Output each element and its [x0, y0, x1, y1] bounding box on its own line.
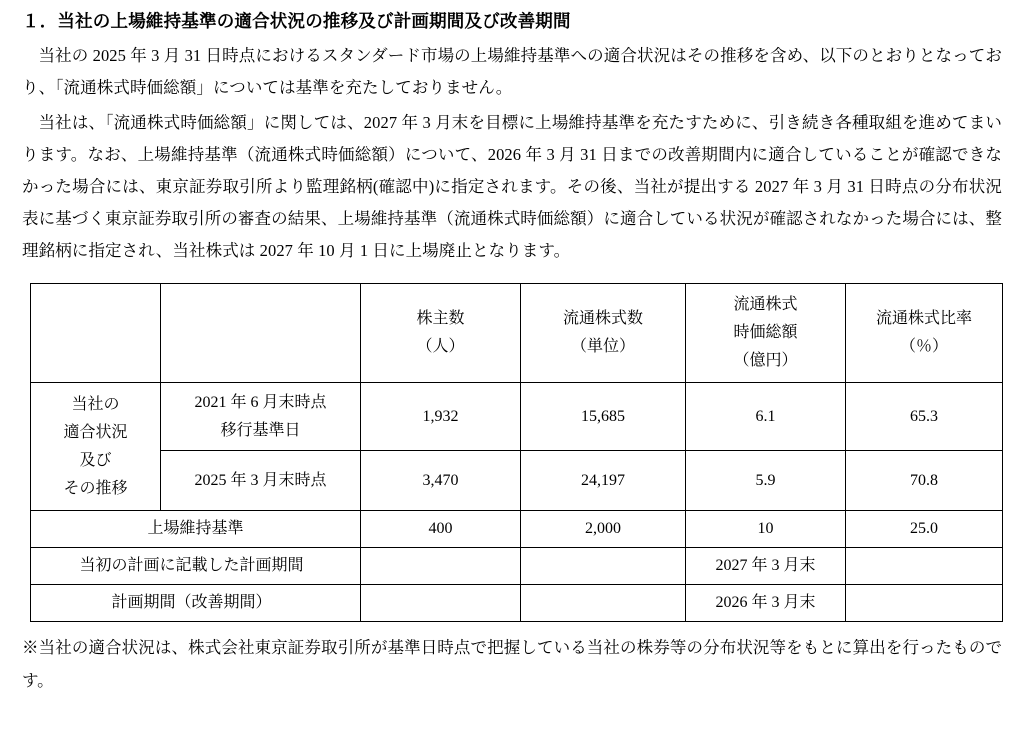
table-header-row [31, 284, 1003, 383]
row-group-label-line1: 当社の [71, 395, 120, 413]
row-criteria-market-cap: 10 [686, 511, 846, 548]
row-2021-shareholders: 1,932 [361, 383, 521, 451]
row-2021-tradable-shares: 15,685 [521, 383, 686, 451]
row-plan-period-label: 計画期間（改善期間） [31, 585, 361, 622]
row-plan-period-value: 2026 年 3 月末 [686, 585, 846, 622]
row-original-plan-value: 2027 年 3 月末 [686, 548, 846, 585]
row-2025-market-cap: 5.9 [686, 451, 846, 511]
row-plan-period-blank-3 [846, 585, 1003, 622]
row-group-label-line2: 適合状況 [63, 423, 128, 441]
header-tradable-ratio [846, 284, 1003, 383]
header-market-cap [686, 284, 846, 383]
row-2025-shareholders: 3,470 [361, 451, 521, 511]
table-row [31, 548, 1003, 585]
header-tradable-ratio-line2: （％） [899, 338, 948, 356]
row-2025-label: 2025 年 3 月末時点 [161, 451, 361, 511]
row-2021-label [161, 383, 361, 451]
header-blank-1 [31, 284, 161, 383]
row-group-label-line4: その推移 [63, 479, 128, 497]
footnote: ※当社の適合状況は、株式会社東京証券取引所が基準日時点で把握している当社の株券等の分布状況等をもとに算出を行ったものです。 [22, 638, 1002, 690]
row-2025-tradable-shares: 24,197 [521, 451, 686, 511]
header-tradable-shares-line2: （単位） [570, 338, 635, 356]
header-shareholders-line1: 株主数 [416, 310, 465, 328]
header-tradable-ratio-line1: 流通株式比率 [875, 310, 972, 328]
compliance-table [30, 283, 1003, 622]
row-original-plan-blank-3 [846, 548, 1003, 585]
row-plan-period-blank-2 [521, 585, 686, 622]
row-2021-label-line2: 移行基準日 [220, 421, 301, 439]
row-criteria-shareholders: 400 [361, 511, 521, 548]
row-criteria-tradable-shares: 2,000 [521, 511, 686, 548]
header-market-cap-line1: 流通株式 [733, 296, 798, 314]
header-tradable-shares-line1: 流通株式数 [562, 310, 643, 328]
row-group-label-line3: 及び [79, 451, 112, 469]
row-criteria-label: 上場維持基準 [31, 511, 361, 548]
row-2021-label-line1: 2021 年 6 月末時点 [194, 393, 327, 411]
table-row [31, 585, 1003, 622]
row-plan-period-blank-1 [361, 585, 521, 622]
header-market-cap-line3: （億円） [733, 352, 798, 370]
row-criteria-tradable-ratio: 25.0 [846, 511, 1003, 548]
row-original-plan-blank-2 [521, 548, 686, 585]
table-row [31, 511, 1003, 548]
header-blank-2 [161, 284, 361, 383]
table-row [31, 451, 1003, 511]
header-tradable-shares [521, 284, 686, 383]
row-original-plan-label: 当初の計画に記載した計画期間 [31, 548, 361, 585]
table-row [31, 383, 1003, 451]
header-market-cap-line2: 時価総額 [733, 324, 798, 342]
paragraph-1: 当社の 2025 年 3 月 31 日時点におけるスタンダード市場の上場維持基準への適合状況はその推移を含め、以下のとおりとなっており、「流通株式時価総額」については基準を充たしておりません。 [22, 46, 1002, 98]
row-2021-tradable-ratio: 65.3 [846, 383, 1003, 451]
header-shareholders [361, 284, 521, 383]
row-original-plan-blank-1 [361, 548, 521, 585]
page-title: １．当社の上場維持基準の適合状況の推移及び計画期間及び改善期間 [22, 11, 571, 31]
header-shareholders-line2: （人） [416, 338, 465, 356]
row-2021-market-cap: 6.1 [686, 383, 846, 451]
paragraph-2: 当社は、「流通株式時価総額」に関しては、2027 年 3 月末を目標に上場維持基準を充たすために、引き続き各種取組を進めてまいります。なお、上場維持基準（流通株式時価総額）について、2026 年 3 月 31 日までの改善期間内に適合していることが確認できなかった場合には、東京証券取引所より監理銘柄(確認中)に指定されます。その後、当社が提出する 2027 年 3 月 31 日時点の分布状況表に基づく東京証券取引所の審査の結果、上場維持基準（流通株式時価総額）に適合している状況が確認されなかった場合には、整理銘柄に指定され、当社株式は 2027 年 10 月 1 日に上場廃止となります。 [22, 112, 1002, 261]
row-2025-tradable-ratio: 70.8 [846, 451, 1003, 511]
row-group-label-compliance-status [31, 383, 161, 511]
